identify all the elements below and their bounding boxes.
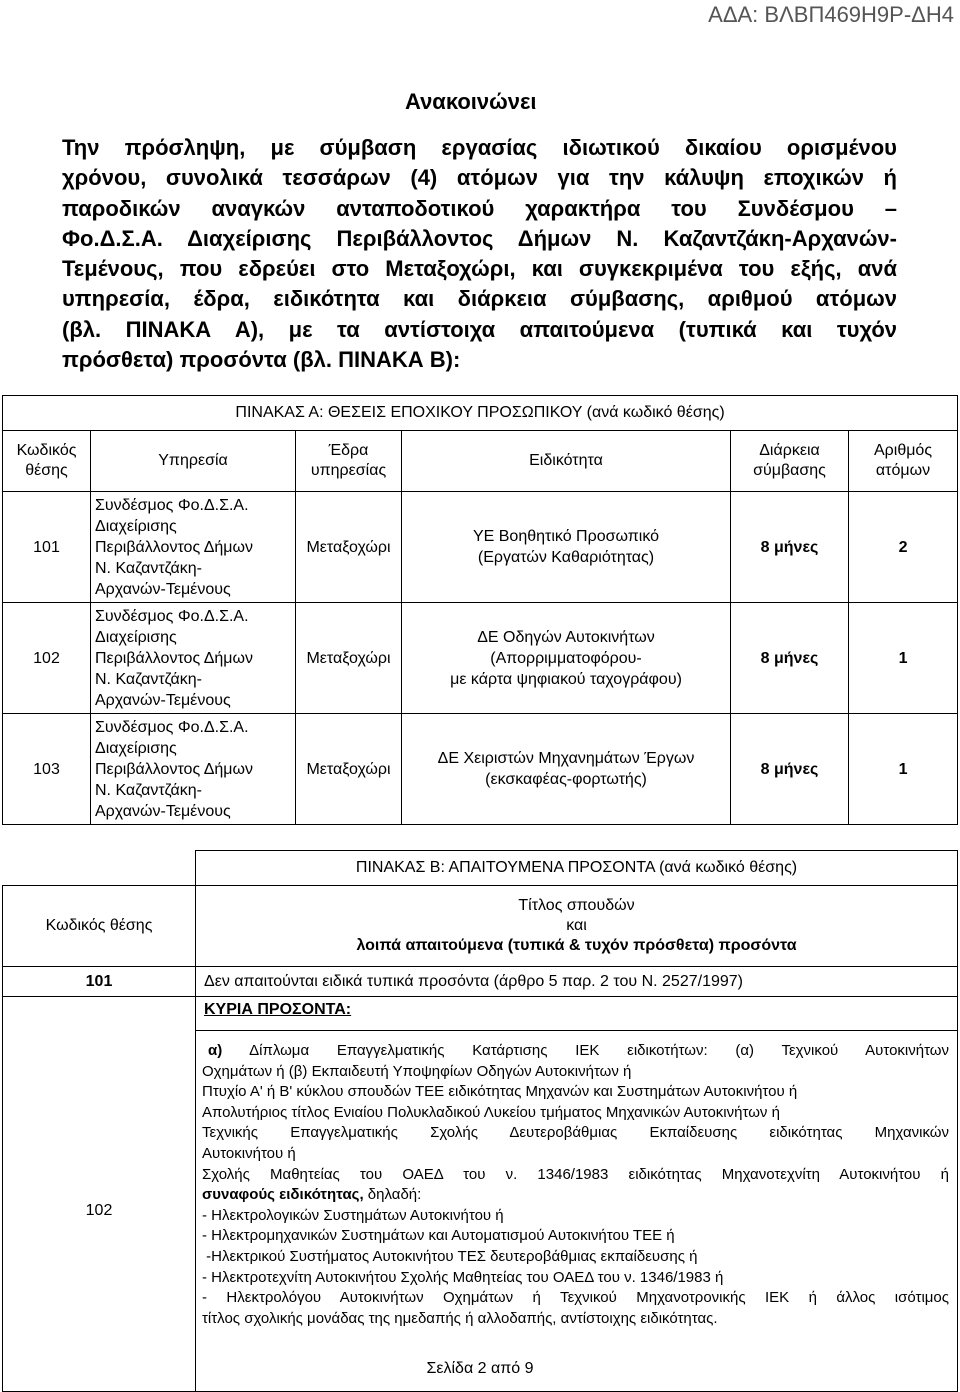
header-qualifications: Τίτλος σπουδών και λοιπά απαιτούμενα (τυπικά & τυχόν πρόσθετα) προσόντα (196, 886, 958, 967)
qual-list-item: -Ηλεκτρικού Συστήματος Αυτοκινήτου ΤΕΣ δευτεροβάθμιας εκπαίδευσης ή (202, 1247, 698, 1265)
intro-line: πρόσθετα) προσόντα (βλ. ΠΙΝΑΚΑ Β): (62, 347, 461, 373)
ada-code: ΑΔΑ: ΒΛΒΠ469Η9Ρ-ΔΗ4 (708, 2, 954, 27)
cell-count: 1 (849, 603, 958, 714)
header-count: Αριθμός ατόμων (849, 431, 958, 492)
cell-specialty: ΥΕ Βοηθητικό Προσωπικό (Εργατών Καθαριότητας) (402, 492, 731, 603)
header-seat: Έδρα υπηρεσίας (296, 431, 402, 492)
header-service: Υπηρεσία (91, 431, 296, 492)
cell-seat: Μεταξοχώρι (296, 603, 402, 714)
table-a-header-row (3, 431, 958, 492)
qual-list-item: - Ηλεκτρολογικών Συστημάτων Αυτοκινήτου ή (202, 1206, 504, 1224)
cell-qualifications: Δεν απαιτούνται ειδικά τυπικά προσόντα (άρθρο 5 παρ. 2 του Ν. 2527/1997) (196, 967, 958, 997)
announcement-heading: Ανακοινώνει (405, 89, 537, 114)
cell-code: 103 (3, 714, 91, 825)
kyria-label: ΚΥΡΙΑ ΠΡΟΣΟΝΤΑ: (204, 1001, 352, 1018)
qual-list-item: - Ηλεκτρολόγου Αυτοκινήτων Οχημάτων ή Τεχνικού Μηχανοτρονικής ΙΕΚ ή άλλος ισότιμος (202, 1289, 949, 1307)
cell-code: 102 (3, 603, 91, 714)
cell-seat: Μεταξοχώρι (296, 492, 402, 603)
table-row (3, 967, 958, 997)
cell-duration: 8 μήνες (731, 603, 849, 714)
cell-specialty: ΔΕ Χειριστών Μηχανημάτων Έργων (εκσκαφέας-φορτωτής) (402, 714, 731, 825)
intro-line: παροδικών αναγκών ανταποδοτικού χαρακτήρα του Συνδέσμου – (62, 195, 897, 221)
cell-seat: Μεταξοχώρι (296, 714, 402, 825)
table-a-caption: ΠΙΝΑΚΑΣ Α: ΘΕΣΕΙΣ ΕΠΟΧΙΚΟΥ ΠΡΟΣΩΠΙΚΟΥ (ανά κωδικό θέσης) (3, 396, 958, 431)
qual-list-item: - Ηλεκτροτεχνίτη Αυτοκινήτου Σχολής Μαθητείας του ΟΑΕΔ του ν. 1346/1983 ή (202, 1268, 724, 1286)
table-row (3, 492, 958, 603)
intro-line: Την πρόσληψη, με σύμβαση εργασίας ιδιωτικού δικαίου ορισμένου (62, 135, 897, 160)
intro-paragraph (62, 133, 897, 375)
qual-line: Δίπλωμα Επαγγελματικής Κατάρτισης ΙΕΚ ειδικοτήτων: (α) Τεχνικού Αυτοκινήτων (249, 1042, 950, 1059)
cell-specialty: ΔΕ Οδηγών Αυτοκινήτων (Απορριμματοφόρου- με κάρτα ψηφιακού ταχογράφου) (402, 603, 731, 714)
table-b (2, 850, 958, 1392)
cell-service: Συνδέσμος Φο.Δ.Σ.Α. Διαχείρισης Περιβάλλοντος Δήμων Ν. Καζαντζάκη- Αρχανών-Τεμένους (91, 714, 296, 825)
cell-service: Συνδέσμος Φο.Δ.Σ.Α. Διαχείρισης Περιβάλλοντος Δήμων Ν. Καζαντζάκη- Αρχανών-Τεμένους (91, 603, 296, 714)
table-a (2, 395, 958, 825)
qual-line: Οχημάτων ή (β) Εκπαιδευτή Υποψηφίων Οδηγών Αυτοκινήτων ή (202, 1062, 632, 1080)
intro-line: χρόνου, συνολικά τεσσάρων (4) ατόμων για την κάλυψη εποχικών ή (62, 165, 897, 191)
cell-count: 2 (849, 492, 958, 603)
table-row (3, 1031, 958, 1392)
item-marker: α) (208, 1042, 223, 1059)
cell-code-empty (3, 997, 196, 1031)
intro-line: υπηρεσία, έδρα, ειδικότητα και διάρκεια σύμβασης, αριθμού ατόμων (62, 286, 897, 312)
cell-duration: 8 μήνες (731, 492, 849, 603)
table-b-caption: ΠΙΝΑΚΑΣ Β: ΑΠΑΙΤΟΥΜΕΝΑ ΠΡΟΣΟΝΤΑ (ανά κωδικό θέσης) (196, 851, 958, 886)
cell-code: 101 (3, 967, 196, 997)
intro-line: Φο.Δ.Σ.Α. Διαχείρισης Περιβάλλοντος Δήμων Ν. Καζαντζάκη-Αρχανών- (62, 225, 897, 251)
table-row (3, 997, 958, 1031)
qual-line: δηλαδή: (363, 1186, 422, 1204)
table-row (3, 603, 958, 714)
header-specialty: Ειδικότητα (402, 431, 731, 492)
cell-qualifications (196, 1031, 958, 1392)
header-code: Κωδικός θέσης (3, 886, 196, 967)
qual-line: Αυτοκινήτου ή (202, 1144, 296, 1162)
table-b-header-row (3, 886, 958, 967)
cell-code: 101 (3, 492, 91, 603)
intro-line: Τεμένους, που εδρεύει στο Μεταξοχώρι, και συγκεκριμένα του εξής, ανά (62, 256, 897, 282)
qual-line: Πτυχίο Α' ή Β' κύκλου σπουδών ΤΕΕ ειδικότητας Μηχανών και Συστημάτων Αυτοκινήτου ή (202, 1083, 798, 1101)
intro-line: (βλ. ΠΙΝΑΚΑ Α), με τα αντίστοιχα απαιτούμενα (τυπικά και τυχόν (62, 316, 897, 342)
qual-line: Σχολής Μαθητείας του ΟΑΕΔ του ν. 1346/1983 ειδικότητας Μηχανοτεχνίτη Αυτοκινήτου ή (202, 1165, 949, 1183)
cell-kyria (196, 997, 958, 1031)
cell-code: 102 (3, 1031, 196, 1392)
table-row (3, 714, 958, 825)
qual-list-item: τίτλος σχολικής μονάδας της ημεδαπής ή αλλοδαπής, αντίστοιχης ειδικότητας. (202, 1309, 718, 1327)
qual-line: Απολυτήριος τίτλος Ενιαίου Πολυκλαδικού Λυκείου τμήματος Μηχανικών Αυτοκινήτων ή (202, 1103, 780, 1121)
cell-duration: 8 μήνες (731, 714, 849, 825)
header-duration: Διάρκεια σύμβασης (731, 431, 849, 492)
qual-bold: συναφούς ειδικότητας, (202, 1186, 364, 1204)
qual-line: Τεχνικής Επαγγελματικής Σχολής Δευτεροβάθμιας Εκπαίδευσης ειδικότητας Μηχανικών (202, 1124, 949, 1142)
cell-service: Συνδέσμος Φο.Δ.Σ.Α. Διαχείρισης Περιβάλλοντος Δήμων Ν. Καζαντζάκη- Αρχανών-Τεμένους (91, 492, 296, 603)
qual-list-item: - Ηλεκτρομηχανικών Συστημάτων και Αυτοματισμού Αυτοκινήτου ΤΕΕ ή (202, 1227, 675, 1245)
page-footer: Σελίδα 2 από 9 (426, 1360, 534, 1377)
header-code: Κωδικός θέσης (3, 431, 91, 492)
table-b-caption-spacer (3, 851, 196, 886)
cell-count: 1 (849, 714, 958, 825)
